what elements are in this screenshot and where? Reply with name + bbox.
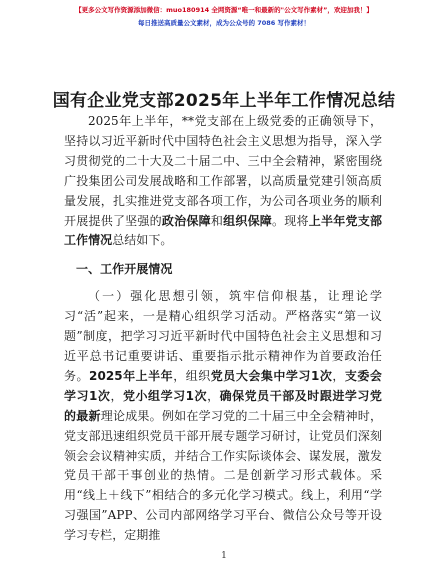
sub-text-2: ，组织 <box>173 368 211 383</box>
intro-bold-1: 政治保障 <box>161 213 211 228</box>
sub-bold-5: 确保党员干部及时跟进学习党的最新 <box>64 388 382 423</box>
sub-text-3: ， <box>332 368 345 383</box>
intro-paragraph <box>64 112 382 251</box>
intro-text-4: 总结如下。 <box>112 233 173 248</box>
document-body <box>64 112 382 546</box>
intro-text-1: 2025年上半年，**党支部在上级党委的正确领导下，坚持以习近平新时代中国特色社会主义思想为指导，深入学习贯彻党的二十大及二十届二中、三中全会精神，紧密围绕广投集团公司发展战略和工作部署，以高质量党建引领高质量发展，扎实推进党支部各项工作，为公司各项业务的顺利开展提供了坚强的 <box>64 114 382 228</box>
promo-line-1: 【更多公文写作资源添加微信：muo180914 全网资源“唯一和最新的"公文写作素材”，欢迎加我！】 <box>75 6 373 14</box>
document-title: 国有企业党支部2025年上半年工作情况总结 <box>52 91 396 111</box>
intro-text-3: 。现将 <box>272 213 309 228</box>
promo-banner <box>0 4 448 30</box>
sub-text-1: （一）强化思想引领，筑牢信仰根基，让理论学习“活”起来，一是精心组织学习活动。严格落实“第一议题”制度，把学习习近平新时代中国特色社会主义思想和习近平总书记重要讲话、重要指示批示精神作为首要政治任务。 <box>64 289 382 383</box>
sub-bold-3: 支委会学习1次 <box>64 368 382 403</box>
sub-bold-4: 党小组学习1次 <box>123 388 208 403</box>
intro-text-2: 和 <box>210 213 224 228</box>
section-heading: 一、工作开展情况 <box>76 262 173 277</box>
sub-text-5: ， <box>207 388 220 403</box>
promo-line-2: 每日推送高质量公文素材，成为公众号的 7086 写作素材！ <box>137 19 311 27</box>
subsection-paragraph <box>64 287 382 546</box>
page-number: 1 <box>221 551 227 561</box>
sub-bold-2: 党员大会集中学习1次 <box>210 368 333 383</box>
intro-bold-2: 组织保障 <box>223 213 273 228</box>
sub-text-4: ， <box>110 388 123 403</box>
sub-bold-1: 2025年上半年 <box>89 368 174 383</box>
sub-text-6: 理论成果。例如在学习党的二十届三中全会精神时，党支部迅速组织党员干部开展专题学习研讨，让党员们深刻领会会议精神实质，并结合工作实际谈体会、谋发展，激发党员干部干事创业的热情。二是创新学习形式载体。采用“线上＋线下”相结合的多元化学习模式。线上，利用“学习强国”APP、公司内部网络学习平台、微信公众号等开设学习专栏，定期推 <box>64 408 382 543</box>
intro-bold-3: 上半年党支部工作情况 <box>64 213 382 248</box>
